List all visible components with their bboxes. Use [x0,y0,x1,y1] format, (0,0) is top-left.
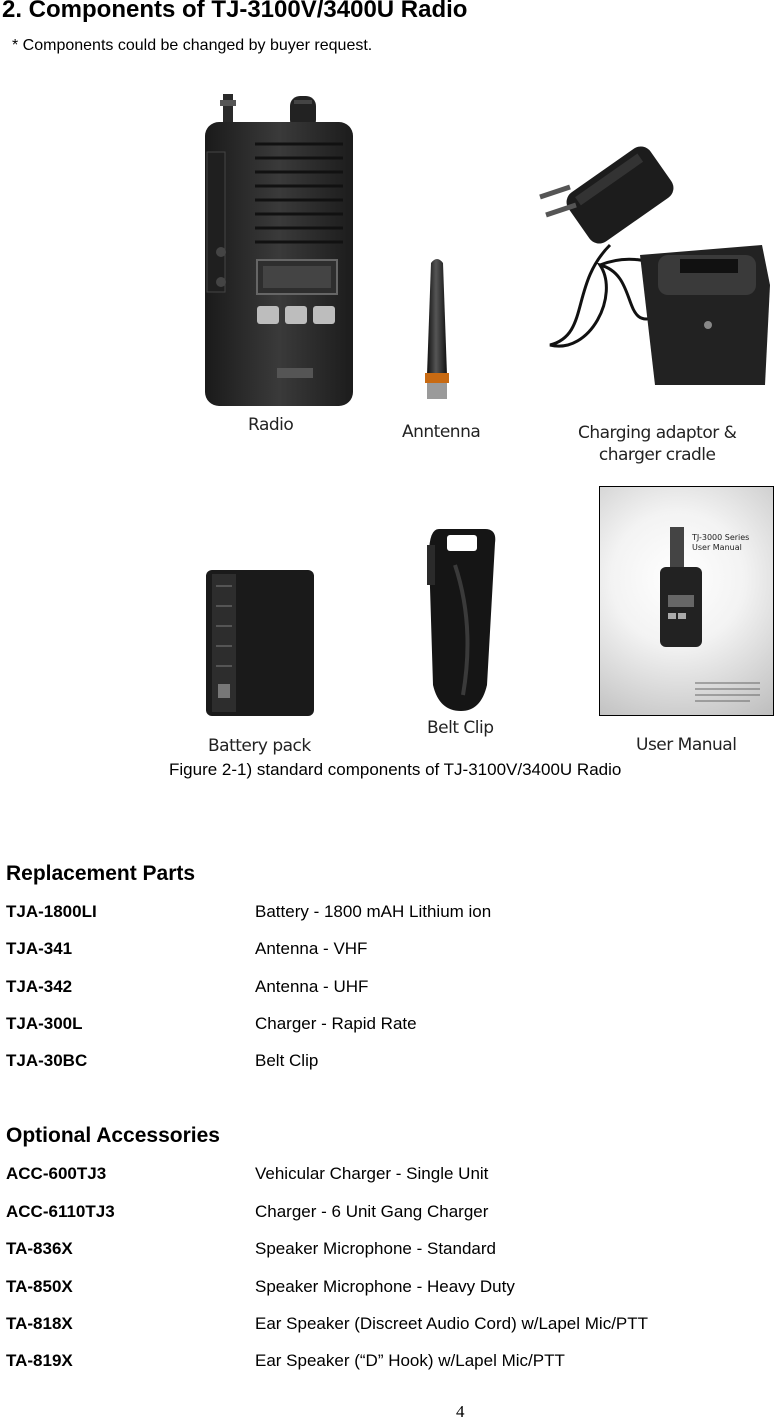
belt-clip-label: Belt Clip [427,718,494,738]
battery-pack-label: Battery pack [208,736,311,756]
manual-cover-art [600,487,773,715]
figure-caption: Figure 2-1) standard components of TJ-3100V/3400U Radio [169,760,622,779]
page-heading: 2. Components of TJ-3100V/3400U Radio [2,0,468,23]
antenna-image [415,255,459,405]
accessory-code: TA-818X [6,1314,73,1333]
accessory-description: Vehicular Charger - Single Unit [255,1164,489,1183]
accessory-code: TA-819X [6,1351,73,1370]
antenna-label: Anntenna [402,422,481,442]
part-description: Charger - Rapid Rate [255,1014,417,1033]
charger-label [578,422,736,466]
part-description: Battery - 1800 mAH Lithium ion [255,902,492,921]
belt-clip-image [425,525,500,715]
accessory-code: ACC-6110TJ3 [6,1202,115,1221]
page-number: 4 [456,1402,465,1421]
part-code: TJA-30BC [6,1051,88,1070]
battery-pack-image [204,566,316,718]
user-manual-label: User Manual [636,735,737,755]
accessory-code: TA-850X [6,1277,73,1296]
replacement-parts-title: Replacement Parts [6,862,196,885]
optional-accessories-title: Optional Accessories [6,1124,220,1147]
part-description: Belt Clip [255,1051,319,1070]
accessory-code: ACC-600TJ3 [6,1164,107,1183]
charger-image [530,135,770,405]
accessory-description: Ear Speaker (“D” Hook) w/Lapel Mic/PTT [255,1351,565,1370]
part-code: TJA-300L [6,1014,83,1033]
part-description: Antenna - UHF [255,977,369,996]
radio-label: Radio [248,415,294,435]
components-note: * Components could be changed by buyer request. [12,37,373,54]
accessory-description: Ear Speaker (Discreet Audio Cord) w/Lapel Mic/PTT [255,1314,649,1333]
user-manual-image [599,486,774,716]
manual-cover-title-line2: User Manual [692,543,742,552]
part-code: TJA-341 [6,939,73,958]
accessory-code: TA-836X [6,1239,73,1258]
charger-label-line2: charger cradle [598,445,716,465]
charger-label-line1: Charging adaptor & [578,423,737,443]
accessory-description: Speaker Microphone - Heavy Duty [255,1277,515,1296]
part-code: TJA-342 [6,977,73,996]
manual-cover-title [692,533,749,553]
part-description: Antenna - VHF [255,939,368,958]
accessory-description: Charger - 6 Unit Gang Charger [255,1202,489,1221]
part-code: TJA-1800LI [6,902,97,921]
manual-cover-title-line1: TJ-3000 Series [692,533,750,542]
accessory-description: Speaker Microphone - Standard [255,1239,496,1258]
radio-image [195,92,365,412]
